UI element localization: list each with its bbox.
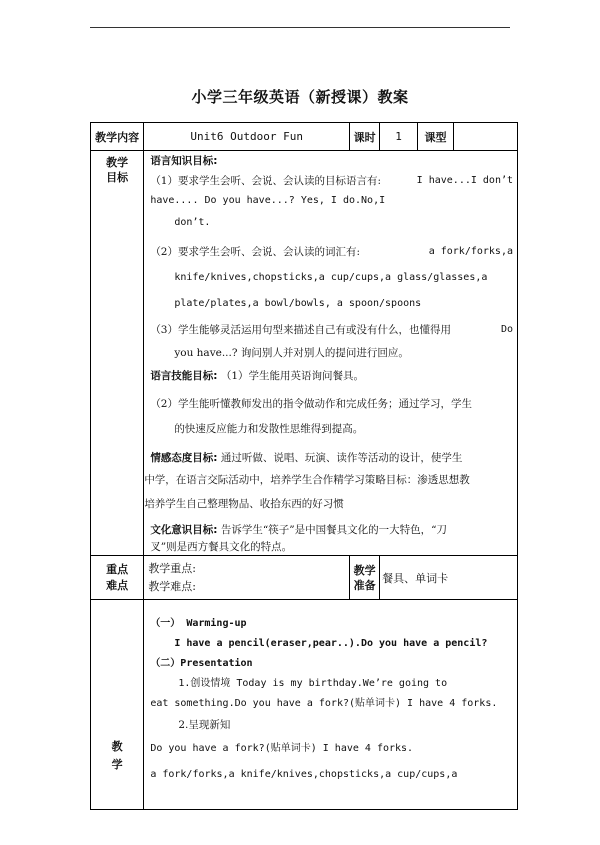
k2-line-2: knife/knives,chopsticks,a cup/cups,a glass/glasses,a <box>174 272 488 283</box>
k3-line-1 <box>150 317 513 343</box>
process-row <box>91 600 518 810</box>
prep-value: 餐具、单词卡 <box>380 556 518 600</box>
prep-label-1: 教学 <box>353 563 376 577</box>
k1-line-2: have.... Do you have...? Yes, I do.No,I <box>150 195 386 206</box>
prep-label <box>350 556 380 600</box>
header-row <box>91 123 518 151</box>
k1-line-1a: （1）要求学生会听、会说、会认读的目标语言有: <box>150 175 382 187</box>
step1-text: I have a pencil(eraser,pear..).Do you have a pencil? <box>174 638 488 649</box>
hours-label: 课时 <box>350 123 380 151</box>
step2-title: （二）Presentation <box>150 658 253 669</box>
skill-2-line-1: （2）学生能听懂教师发出的指令做动作和完成任务；通过学习，学生 <box>150 398 472 410</box>
k2-line-1b: a fork/forks,a <box>428 246 513 257</box>
emotion-line-2: 中学，在语言交际活动中，培养学生合作精学习策略目标：渗透思想教 <box>144 474 470 486</box>
skill-1: （1）学生能用英语询问餐具。 <box>220 370 365 382</box>
s2-3: Do you have a fork?(贴单词卡) I have 4 forks. <box>150 743 414 754</box>
goals-row <box>91 151 518 556</box>
k3-line-2: you have...? 询问别人并对别人的提问进行回应。 <box>174 347 409 359</box>
content-value: Unit6 Outdoor Fun <box>144 123 350 151</box>
emotion-title: 情感态度目标: <box>150 452 218 464</box>
k1-line-3: don’t. <box>174 217 211 228</box>
k2-line-1a: （2）要求学生会听、会说、会认读的词汇有: <box>150 246 361 258</box>
s2-1-line-1: 1.创设情境 Today is my birthday.We’re going to <box>178 678 448 689</box>
goals-content <box>144 151 518 556</box>
focus-label-1: 重点 <box>106 562 129 576</box>
k2-line-3: plate/plates,a bowl/bowls, a spoon/spoons <box>174 298 422 309</box>
culture-line-2: 叉”则是西方餐具文化的特点。 <box>150 541 293 553</box>
focus-row <box>91 556 518 600</box>
content-label: 教学内容 <box>91 123 144 151</box>
skill-line <box>150 363 513 389</box>
goals-label-2: 目标 <box>106 171 129 184</box>
culture-l1: 告诉学生“筷子”是中国餐具文化的一大特色，“刀 <box>220 524 447 536</box>
lang-knowledge-title: 语言知识目标: <box>150 155 218 167</box>
lesson-plan-table <box>90 122 518 810</box>
goals-label-1: 教学 <box>106 156 129 169</box>
s2-1-line-2: eat something.Do you have a fork?(贴单词卡) I have 4 forks. <box>150 698 498 709</box>
culture-line-1 <box>150 517 513 537</box>
k3-line-1b: Do <box>500 324 513 335</box>
k1-line-1b: I have...I don’t <box>416 175 513 186</box>
difficult-point: 教学难点: <box>148 579 197 593</box>
culture-title: 文化意识目标: <box>150 524 218 536</box>
type-value <box>454 123 518 151</box>
process-content <box>144 600 518 810</box>
page-title: 小学三年级英语（新授课）教案 <box>191 88 409 106</box>
prep-label-2: 准备 <box>353 578 376 592</box>
key-point: 教学重点: <box>148 561 197 575</box>
k1-line-1 <box>150 171 513 191</box>
skill-2-line-2: 的快速反应能力和发散性思维得到提高。 <box>174 423 364 435</box>
hours-value: 1 <box>380 123 418 151</box>
type-label: 课型 <box>418 123 454 151</box>
emotion-l1: 通过听做、说唱、玩演、读作等活动的设计，使学生 <box>220 452 463 464</box>
focus-label-2: 难点 <box>106 578 129 592</box>
step1-title: （一） Warming-up <box>150 618 247 629</box>
process-label-1: 教 <box>111 740 123 753</box>
s2-2: 2.呈现新知 <box>178 719 231 731</box>
k3-line-1a: （3）学生能够灵活运用句型来描述自己有或没有什么，也懂得用 <box>150 324 451 336</box>
process-label <box>91 600 144 810</box>
skill-title: 语言技能目标: <box>150 370 218 382</box>
goals-label <box>91 151 144 556</box>
s2-4: a fork/forks,a knife/knives,chopsticks,a cup/cups,a <box>150 769 458 780</box>
k2-line-1 <box>150 239 513 265</box>
process-label-2: 学 <box>111 758 123 771</box>
emotion-line-3: 培养学生自己整理物品、收拾东西的好习惯 <box>144 498 344 510</box>
focus-label <box>91 556 144 600</box>
emotion-line-1 <box>150 439 513 467</box>
page-top-rule <box>90 27 510 28</box>
focus-points <box>144 556 350 600</box>
